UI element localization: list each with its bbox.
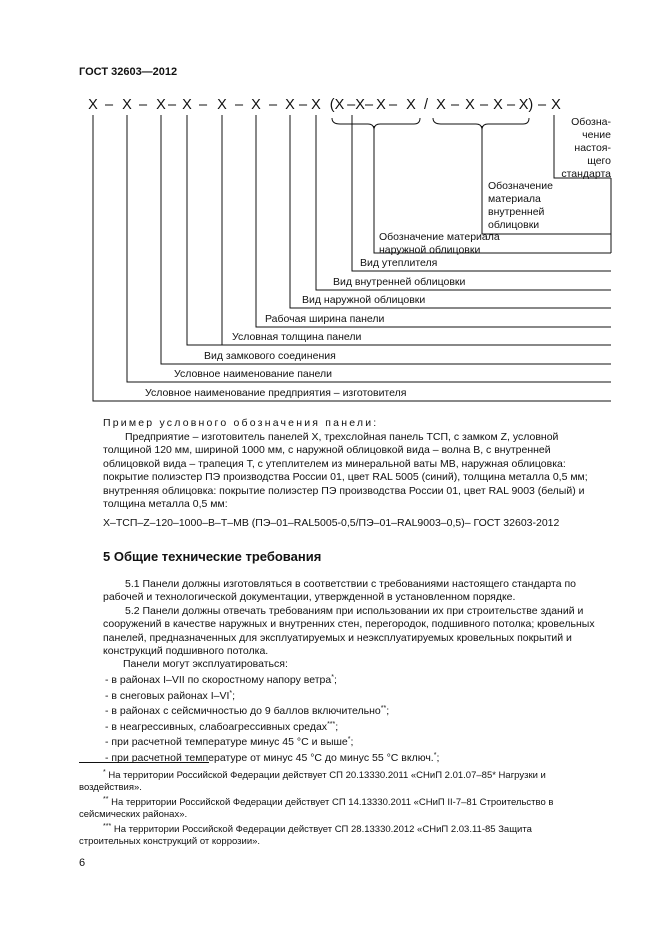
code-symbol: – (268, 97, 278, 113)
list-item (105, 720, 439, 736)
code-symbol: – (479, 97, 489, 113)
list-item-tail: ; (386, 705, 390, 717)
code-symbol: –X (347, 97, 365, 113)
designation-scheme (0, 0, 661, 420)
footnote-mark: * (103, 769, 106, 776)
text-line: толщина металла 0,5 мм: (103, 498, 228, 511)
text-line: внутренняя облицовка: покрытие полиэстер ПЭ производства России 01, цвет RAL 9003 (белый) и (103, 484, 585, 497)
code-symbol: – (298, 97, 308, 113)
label-outer-material (379, 231, 609, 257)
page-number: 6 (79, 857, 86, 869)
code-symbol: X (88, 97, 98, 113)
designation-code-row (0, 96, 661, 116)
label-panel-name: Условное наименование панели (174, 368, 333, 380)
code-symbol: – (537, 97, 547, 113)
code-symbol: – (506, 97, 516, 113)
code-symbol: / (423, 97, 429, 113)
footnote-text: На территории Российской Федерации действует СП 28.13330.2012 «СНиП 2.03.11-85 Защита (113, 824, 532, 835)
label-line: щего (587, 155, 611, 167)
text-line: 5.1 Панели должны изготовляться в соответствии с требованиями настоящего стандарта по (125, 578, 576, 590)
code-symbol: – (234, 97, 244, 113)
code-symbol: – (388, 97, 398, 113)
footnote-mark: * (331, 674, 334, 681)
list-item-text: - в неагрессивных, слабоагрессивных средах (105, 720, 328, 733)
footnote-mark: * (229, 689, 233, 697)
label-standard-ref (561, 116, 611, 181)
brace-inner (433, 118, 529, 130)
list-item-tail: ; (350, 736, 354, 748)
code-symbol: X (493, 97, 503, 113)
list-item-text: - при расчетной температуре от минус 45 °С до минус 55 °С включ. (105, 751, 434, 764)
footnote (79, 824, 612, 849)
label-inner-facing: Вид внутренней облицовки (333, 276, 466, 288)
text-line: сооружений в качестве наружных и внутренних стен, перегородок, подшивного потолка; кровельных (103, 618, 595, 631)
text-line: рабочей и технологической документации, утвержденной в установленном порядке. (103, 591, 516, 604)
code-symbol: – (364, 97, 374, 113)
code-symbol: X (551, 97, 561, 113)
code-symbol: X (376, 97, 386, 113)
label-width: Рабочая ширина панели (265, 313, 385, 325)
code-symbol: X (465, 97, 475, 113)
section-title: 5 Общие технические требования (103, 549, 322, 564)
code-symbol: X (217, 97, 227, 113)
label-lock-type: Вид замкового соединения (204, 350, 336, 362)
footnote-text: строительных конструкций от коррозии». (79, 836, 261, 848)
code-symbol: – (450, 97, 460, 113)
list-item-tail: ; (335, 720, 339, 733)
footnote-mark: *** (103, 823, 112, 830)
code-symbol: X (122, 97, 132, 113)
text-line: толщиной 120 мм, шириной 1000 мм, с наружной облицовкой вида – волна B, с внутренней (103, 444, 551, 457)
code-symbol: – (198, 97, 208, 113)
brace-outer (332, 118, 420, 130)
label-line: облицовки (488, 219, 540, 231)
code-symbol: X (436, 97, 446, 113)
footnote-separator (79, 762, 209, 763)
label-line: материала (488, 193, 541, 205)
label-insulation: Вид утеплителя (360, 257, 438, 269)
label-line: Обозначение материала (379, 231, 500, 243)
label-line: чение (582, 129, 611, 141)
text-line: 5.2 Панели должны отвечать требованиям при использовании их при строительстве зданий и (125, 605, 584, 617)
code-symbol: – (167, 97, 177, 113)
conditions-list (105, 673, 439, 766)
text-line: Предприятие – изготовитель панелей X, трехслойная панель ТСП, с замком Z, условной (125, 431, 559, 443)
footnote-mark: ** (103, 796, 109, 803)
code-symbol: X (285, 97, 295, 113)
label-inner-material (488, 180, 608, 232)
list-item-tail: ; (436, 751, 440, 764)
code-symbol: X (406, 97, 416, 113)
code-symbol: – (138, 97, 148, 113)
footnote-text: На территории Российской Федерации действует СП 14.13330.2011 «СНиП II-7–81 Строительство в (111, 797, 554, 808)
label-line: внутренней (488, 206, 545, 218)
example-heading: Пример условного обозначения панели: (103, 417, 379, 429)
footnote-text: На территории Российской Федерации действует СП 20.13330.2011 «СНиП 2.01.07–85* Нагрузки и (108, 770, 546, 781)
code-symbol: X (156, 97, 166, 113)
label-manufacturer: Условное наименование предприятия – изготовителя (145, 387, 407, 399)
code-symbol: X) (518, 97, 534, 113)
list-item-text: - в районах с сейсмичностью до 9 баллов включительно (105, 705, 381, 717)
text-line: конструкций подшивного потолка. (103, 645, 269, 658)
list-item (105, 704, 439, 720)
text-line: панелей, предназначенных для эксплуатируемых и неэксплуатируемых кровельных покрытий и (103, 631, 572, 644)
paragraph-5-1 (103, 578, 611, 605)
footnote (79, 797, 612, 822)
list-item (105, 673, 439, 689)
example-code: X–ТСП–Z–120–1000–B–T–МВ (ПЭ–01–RAL5005-0,5/ПЭ–01–RAL9003–0,5)– ГОСТ 32603-2012 (103, 517, 560, 529)
list-item-text: - в районах I–VII по скоростному напору ветра (105, 674, 332, 686)
label-line: Обозна- (571, 116, 611, 128)
code-symbol: X (182, 97, 192, 113)
footnote-text: сейсмических районах». (79, 809, 188, 821)
text-line: облицовкой вида – трапеция Т, с утеплителем из минеральной ваты МВ, наружная облицовка: (103, 457, 566, 470)
footnote (79, 770, 612, 795)
paragraph-5-2 (103, 605, 611, 659)
label-thickness: Условная толщина панели (232, 331, 362, 343)
example-text (103, 431, 611, 511)
label-line: стандарта (561, 168, 611, 180)
label-line: настоя- (574, 142, 611, 154)
code-symbol: X (311, 97, 321, 113)
code-symbol: X (251, 97, 261, 113)
footnote-mark: * (347, 736, 351, 743)
code-symbol: – (104, 97, 114, 113)
label-outer-facing: Вид наружной облицовки (302, 294, 426, 306)
footnote-mark: ** (380, 705, 387, 712)
list-item (105, 689, 439, 705)
code-symbol: (X (329, 97, 345, 113)
list-item-text: - в снеговых районах I–VI (105, 689, 230, 702)
text-line: покрытие полиэстер ПЭ производства России 01, цвет RAL 5005 (синий), толщина металла 0,5 мм; (103, 471, 588, 484)
footnote-mark: * (433, 751, 437, 759)
footnote-mark: *** (327, 720, 336, 728)
footnote-text: воздействия». (79, 782, 142, 794)
list-item (105, 735, 439, 751)
list-item-tail: ; (232, 689, 236, 702)
list-item-tail: ; (333, 674, 337, 686)
list-item-text: - при расчетной температуре минус 45 °С и выше (105, 736, 348, 748)
conditions-lead: Панели могут эксплуатироваться: (123, 658, 288, 670)
page-header: ГОСТ 32603—2012 (79, 66, 178, 78)
label-line: Обозначение (488, 180, 553, 192)
label-line: наружной облицовки (379, 244, 481, 256)
list-item (105, 751, 439, 767)
